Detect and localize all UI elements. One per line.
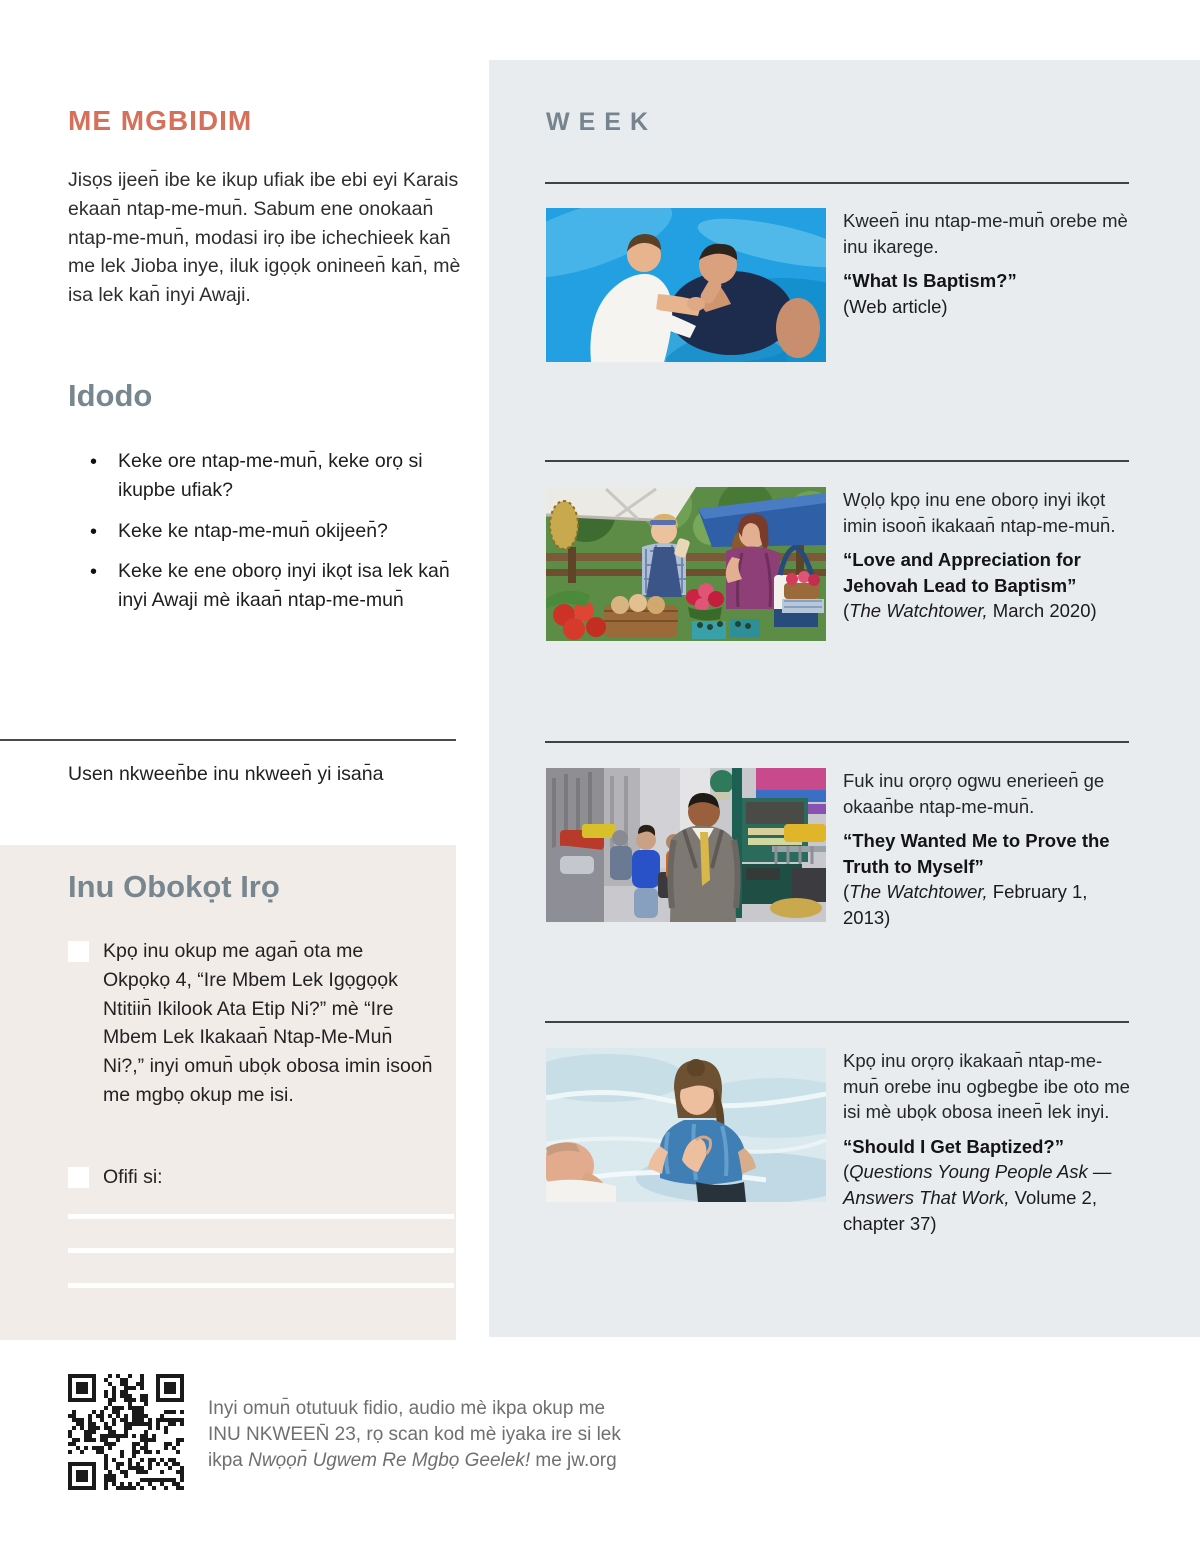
homework-task (68, 937, 435, 1110)
item-title: “They Wanted Me to Prove the Truth to Myself” (843, 830, 1110, 877)
item-title: “Should I Get Baptized?” (843, 1135, 1064, 1157)
bullet-icon: • (90, 451, 98, 473)
section-title-main: ME MGBIDIM (68, 105, 253, 136)
writing-line (68, 1283, 454, 1288)
review-section-title: Idodo (68, 378, 153, 413)
week-item (546, 1048, 1137, 1236)
study-reference-line: Usen nkween̄be inu nkween̄ yi isan̄a (68, 763, 384, 785)
item-source: (The Watchtower, February 1, 2013) (843, 881, 1088, 928)
week-item (546, 768, 1137, 931)
city-street-photo (546, 768, 826, 922)
week-item-text (843, 768, 1137, 931)
item-divider (545, 1021, 1129, 1023)
week-panel (489, 60, 1200, 1337)
young-woman-baptism-photo (546, 1048, 826, 1202)
homework-task-text: Ofifi si: (103, 1166, 163, 1188)
bullet-icon: • (90, 561, 98, 584)
item-divider (545, 182, 1129, 184)
footer-line: ikpa Nwọọn̄ Ugwem Re Mgbọ Geelek! me jw.org (208, 1450, 617, 1471)
week-item (546, 208, 1137, 362)
item-description: Fuk inu orọrọ ogwu enerieen̄ ge okaan̄be ntap-me-mun̄. (843, 770, 1105, 817)
writing-line (68, 1248, 454, 1253)
review-question-list (90, 447, 462, 627)
item-title: “Love and Appreciation for Jehovah Lead to Baptism” (843, 549, 1081, 596)
item-title: “What Is Baptism?” (843, 270, 1017, 292)
week-item-text (843, 208, 1137, 362)
item-description: Kween̄ inu ntap-me-mun̄ orebe mè inu ikarege. (843, 210, 1128, 257)
footer-line: INU NKWEEN̄ 23, rọ scan kod mè iyaka ire si lek (208, 1424, 621, 1445)
homework-panel (0, 845, 456, 1340)
section-divider (0, 739, 456, 741)
farmers-market-photo (546, 487, 826, 641)
item-divider (545, 460, 1129, 462)
checkbox-icon[interactable] (68, 1167, 89, 1188)
review-question: • Keke ke ene oborọ inyi ikọt isa lek kan̄ inyi Awaji mè ikaan̄ ntap-me-mun̄ (90, 560, 450, 612)
intro-paragraph: Jisọs ijeen̄ ibe ke ikup ufiak ibe ebi eyi Karais ekaan̄ ntap-me-mun̄. Sabum ene onokaan̄ ntap-me-mun̄, modasi irọ ibe ichechieek kan̄ me lek Jioba inye, iluk igọọk onineen̄ kan̄, mè isa lek kan̄ inyi Awaji. (68, 169, 461, 307)
item-source: (Web article) (843, 295, 948, 317)
footer-note (208, 1396, 638, 1474)
writing-line (68, 1214, 454, 1219)
checkbox-icon[interactable] (68, 941, 89, 962)
week-title: WEEK (546, 108, 657, 136)
item-source: (The Watchtower, March 2020) (843, 600, 1097, 622)
footer-line: Inyi omun̄ otutuuk fidio, audio mè ikpa okup me (208, 1398, 606, 1419)
review-question: • Keke ke ntap-me-mun̄ okijeen̄? (90, 517, 462, 546)
homework-title: Inu Obokọt Irọ (68, 869, 280, 904)
baptism-pool-photo (546, 208, 826, 362)
bullet-icon: • (90, 520, 98, 543)
qr-code-icon (68, 1374, 184, 1490)
homework-task-text: Kpọ inu okup me agan̄ ota me Okpọkọ 4, “Ire Mbem Lek Igọgọọk Ntitiin̄ Ikilook Ata Etip Ni?” mè “Ire Mbem Lek Ikakaan̄ Ntap-Me-Mun̄ Ni?,” inyi omun̄ ubọk obosa imin isoon̄ me mgbọ okup me isi. (103, 940, 433, 1106)
homework-task (68, 1163, 435, 1192)
week-item (546, 487, 1137, 641)
item-description: Wọlọ kpọ inu ene oborọ inyi ikọt imin isoon̄ ikakaan̄ ntap-me-mun̄. (843, 489, 1116, 536)
item-divider (545, 741, 1129, 743)
item-description: Kpọ inu orọrọ ikakaan̄ ntap-me-mun̄ orebe inu ogbegbe ibe oto me isi mè ubọk obosa ineen̄ lek inyi. (843, 1050, 1130, 1123)
week-item-text (843, 1048, 1137, 1236)
week-item-text (843, 487, 1137, 641)
item-source: (Questions Young People Ask —Answers That Work, Volume 2, chapter 37) (843, 1161, 1112, 1234)
review-question: • Keke ore ntap-me-mun̄, keke orọ si ikupbe ufiak? (90, 450, 423, 501)
